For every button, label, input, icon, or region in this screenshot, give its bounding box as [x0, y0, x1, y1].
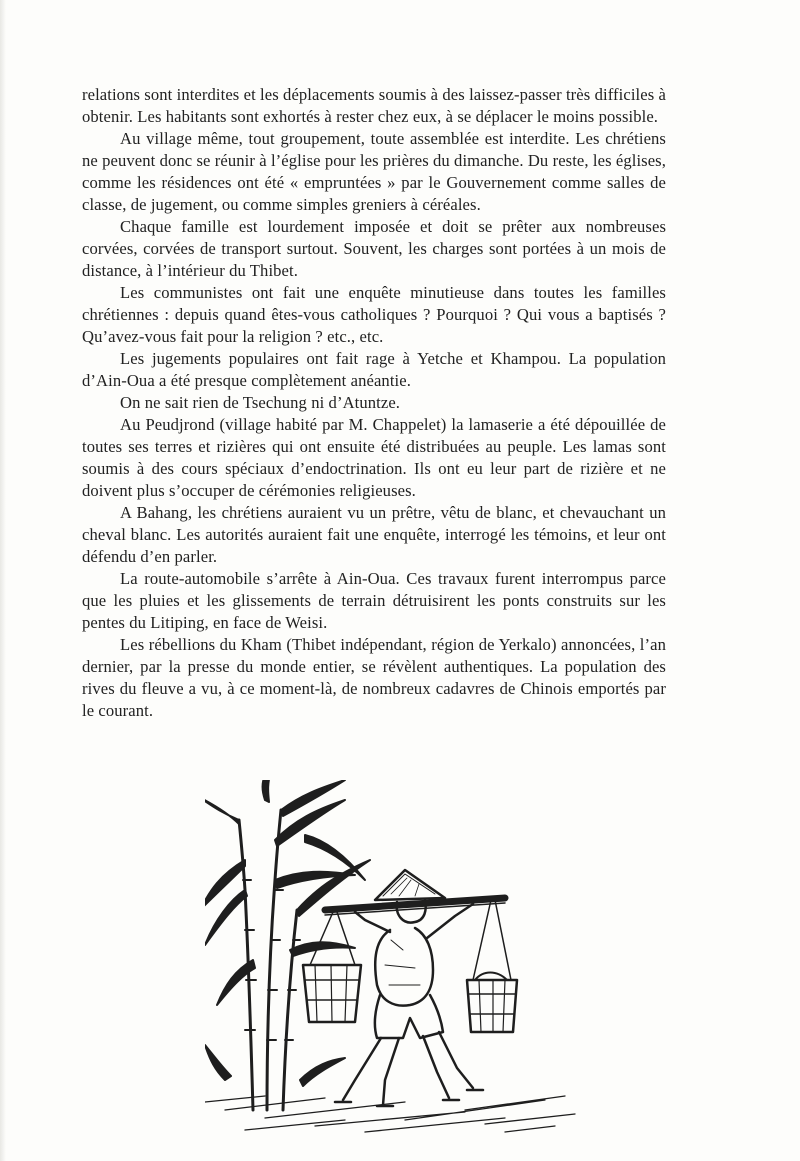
paragraph-5: Les jugements populaires ont fait rage à Yetche et Khampou. La population d’Ain-Oua a été presque complètement anéantie. [82, 349, 666, 390]
body-text [82, 84, 666, 722]
porter-carrying-buckets-illustration [205, 780, 585, 1140]
page-edge-shadow [0, 0, 6, 1161]
paragraph-9: La route-automobile s’arrête à Ain-Oua. Ces travaux furent interrompus parce que les pluies et les glissements de terrain détruisirent les ponts construits sur les pentes du Litiping, en face de Weisi. [82, 569, 666, 632]
paragraph-2: Au village même, tout groupement, toute assemblée est interdite. Les chrétiens ne peuvent donc se réunir à l’église pour les prières du dimanche. Du reste, les églises, comme les résidences ont été « empruntées » par le Gouvernement comme salles de classe, de jugement, ou comme simples greniers à céréales. [82, 129, 666, 214]
paragraph-7: Au Peudjrond (village habité par M. Chappelet) la lamaserie a été dépouillée de toutes ses terres et rizières qui ont ensuite été distribuées au peuple. Les lamas sont soumis à des cours spéciaux d’endoctrination. Ils ont eu leur part de rizière et ne doivent plus s’occuper de cérémonies religieuses. [82, 415, 666, 500]
bamboo-icon [239, 810, 300, 1110]
paragraph-6: On ne sait rien de Tsechung ni d’Atuntze. [120, 393, 401, 412]
paragraph-3: Chaque famille est lourdement imposée et doit se prêter aux nombreuses corvées, corvées de transport surtout. Souvent, les charges sont portées à un mois de distance, à l’intérieur du Thibet. [82, 217, 666, 280]
bucket-icon [303, 965, 361, 1022]
paragraph-8: A Bahang, les chrétiens auraient vu un prêtre, vêtu de blanc, et chevauchant un cheval blanc. Les autorités auraient fait une enquête, interrogé les témoins, et leur ont défendu d’en parler. [82, 503, 666, 566]
paragraph-1: relations sont interdites et les déplacements soumis à des laissez-passer très difficiles à obtenir. Les habitants sont exhortés à rester chez eux, à se déplacer le moins possible. [82, 85, 666, 126]
paragraph-10: Les rébellions du Kham (Thibet indépendant, région de Yerkalo) annoncées, l’an dernier, par la presse du monde entier, se révèlent authentiques. La population des rives du fleuve a vu, à ce moment-là, de nombreux cadavres de Chinois emportés par le courant. [82, 635, 666, 720]
ground-icon [205, 1096, 575, 1132]
bucket-icon [467, 973, 517, 1033]
paragraph-4: Les communistes ont fait une enquête minutieuse dans toutes les familles chrétiennes : depuis quand êtes-vous catholiques ? Pourquoi ? Qui vous a baptisés ? Qu’avez-vous fait pour la religion ? etc., etc. [82, 283, 666, 346]
